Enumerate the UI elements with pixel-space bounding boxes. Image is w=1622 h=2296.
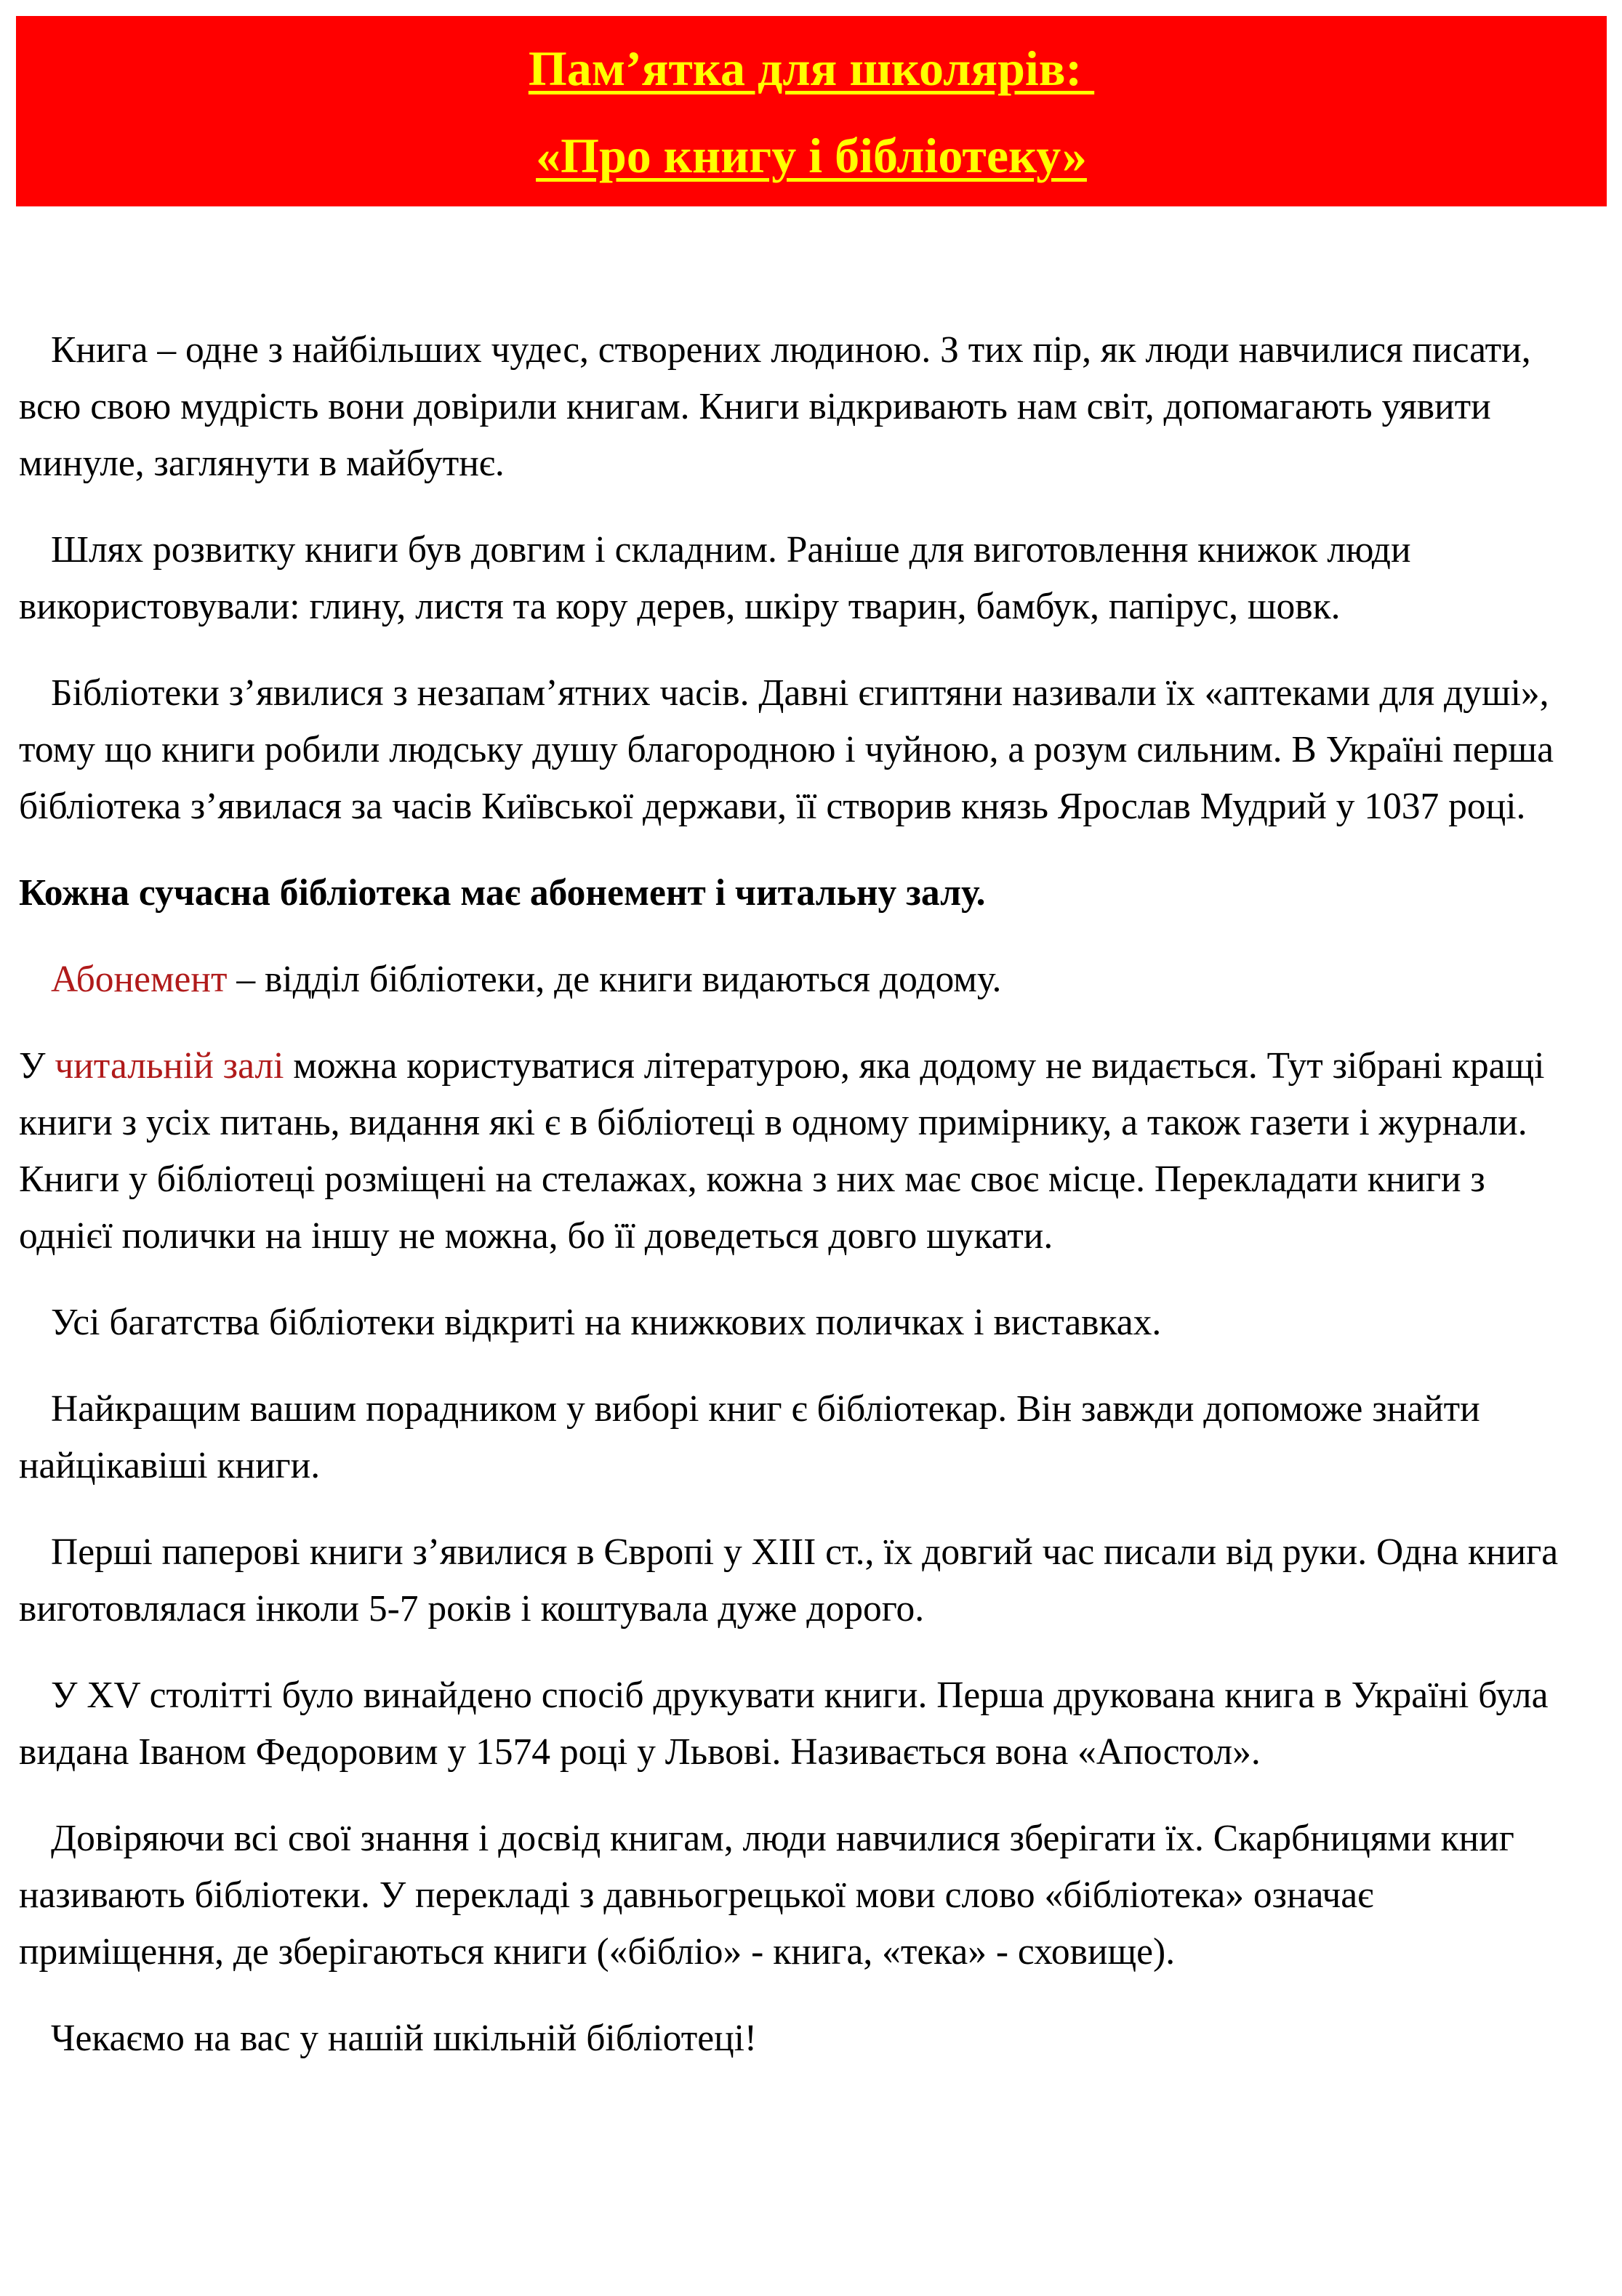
term-abonement: Абонемент [51,959,228,1000]
title-line-1: Пам’ятка для школярів: [528,41,1095,96]
paragraph-book-intro: Книга – одне з найбільших чудес, створених людиною. З тих пір, як люди навчилися писати, всю свою мудрість вони довірили книгам. Книги відкривають нам світ, допомагають уявити минуле, заглянути в майбутнє. [19,329,1531,484]
paragraph-library-wealth: Усі багатства бібліотеки відкриті на книжкових поличках і виставках. [51,1302,1162,1343]
paragraph-paper-books: Перші паперові книги з’явилися в Європі у ХІІІ ст., їх довгий час писали від руки. Одна книга виготовлялася інколи 5-7 років і коштувала дуже дорого. [19,1531,1559,1630]
paragraph-library-sections: Кожна сучасна бібліотека має абонемент і читальну залу. [19,872,986,914]
reading-room-prefix: У [19,1045,55,1087]
paragraph-printing: У XV столітті було винайдено спосіб друкувати книги. Перша друкована книга в Україні була видана Іваном Федоровим у 1574 році у Львові. Називається вона «Апостол». [19,1675,1549,1773]
paragraph-book-history: Шлях розвитку книги був довгим і складним. Раніше для виготовлення книжок люди використовували: глину, листя та кору дерев, шкіру тварин, бамбук, папірус, шовк. [19,529,1411,627]
paragraph-libraries-origin: Бібліотеки з’явилися з незапам’ятних часів. Давні єгиптяни називали їх «аптеками для душі», тому що книги робили людську душу благородною і чуйною, а розум сильним. В Україні перша бібліотека з’явилася за часів Київської держави, її створив князь Ярослав Мудрий у 1037 році. [19,672,1554,827]
paragraph-invitation: Чекаємо на вас у нашій шкільній бібліотеці! [51,2018,758,2059]
paragraph-abonement [19,951,1567,1008]
paragraph-library-meaning: Довіряючи всі свої знання і досвід книгам, люди навчилися зберігати їх. Скарбницями книг називають бібліотеки. У перекладі з давньогрецької мови слово «бібліотека» означає приміщення, де зберігаються книги («бібліо» - книга, «тека» - сховище). [19,1818,1514,1973]
abonement-definition: – відділ бібліотеки, де книги видаються додому. [227,959,1002,1000]
document-body [19,322,1567,2097]
header-banner [16,16,1607,206]
paragraph-librarian: Найкращим вашим порадником у виборі книг є бібліотекар. Він завжди допоможе знайти найцікавіші книги. [19,1388,1480,1486]
reading-room-description: можна користуватися літературою, яка додому не видається. Тут зібрані кращі книги з усіх питань, видання які є в бібліотеці в одному примірнику, а також газети і журнали. Книги у бібліотеці розміщені на стелажах, кожна з них має своє місце. Перекладати книги з однієї полички на іншу не можна, бо її доведеться довго шукати. [19,1045,1545,1257]
paragraph-reading-room [19,1038,1567,1265]
title-line-2: «Про книгу і бібліотеку» [536,128,1087,183]
term-reading-room: читальній залі [55,1045,284,1087]
